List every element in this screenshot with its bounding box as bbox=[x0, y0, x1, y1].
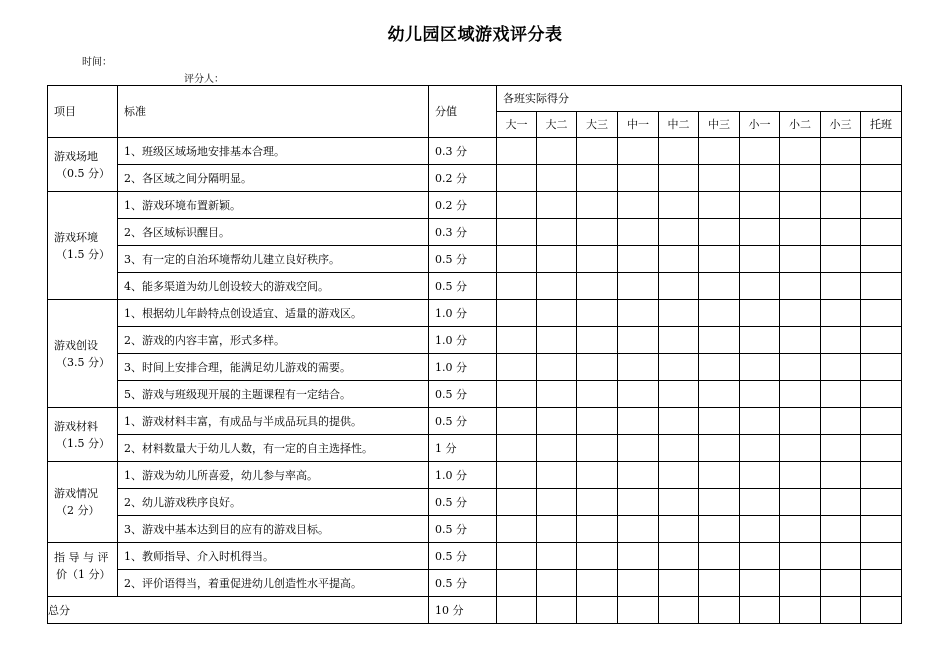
score-cell[interactable] bbox=[699, 300, 740, 327]
score-cell[interactable] bbox=[699, 489, 740, 516]
score-cell[interactable] bbox=[577, 165, 618, 192]
score-cell[interactable] bbox=[497, 462, 537, 489]
score-cell[interactable] bbox=[577, 219, 618, 246]
table-row bbox=[48, 570, 902, 597]
score-cell[interactable] bbox=[861, 138, 902, 165]
score-cell[interactable] bbox=[497, 570, 537, 597]
score-cell[interactable] bbox=[780, 354, 821, 381]
score-cell[interactable] bbox=[861, 516, 902, 543]
score-cell[interactable] bbox=[740, 381, 780, 408]
score-value: 0.5 分 bbox=[429, 489, 497, 516]
standard-text: 1、游戏环境布置新颖。 bbox=[118, 192, 429, 219]
score-cell[interactable] bbox=[497, 300, 537, 327]
score-cell[interactable] bbox=[861, 327, 902, 354]
table-row bbox=[48, 381, 902, 408]
score-cell[interactable] bbox=[780, 192, 821, 219]
table-row bbox=[48, 246, 902, 273]
score-cell[interactable] bbox=[659, 300, 699, 327]
score-cell[interactable] bbox=[699, 408, 740, 435]
score-cell[interactable] bbox=[740, 408, 780, 435]
score-cell[interactable] bbox=[780, 219, 821, 246]
score-value: 0.5 分 bbox=[429, 570, 497, 597]
standard-text: 2、游戏的内容丰富，形式多样。 bbox=[118, 327, 429, 354]
score-cell[interactable] bbox=[740, 246, 780, 273]
score-cell[interactable] bbox=[780, 165, 821, 192]
score-cell[interactable] bbox=[537, 300, 577, 327]
score-cell[interactable] bbox=[537, 192, 577, 219]
score-cell[interactable] bbox=[699, 192, 740, 219]
total-score-cell[interactable] bbox=[659, 597, 699, 624]
header-class-3: 中一 bbox=[618, 112, 659, 138]
standard-text: 4、能多渠道为幼儿创设较大的游戏空间。 bbox=[118, 273, 429, 300]
standard-text: 1、教师指导、介入时机得当。 bbox=[118, 543, 429, 570]
score-cell[interactable] bbox=[821, 138, 861, 165]
score-cell[interactable] bbox=[861, 435, 902, 462]
table-row bbox=[48, 516, 902, 543]
score-cell[interactable] bbox=[861, 381, 902, 408]
header-class-9: 托班 bbox=[861, 112, 902, 138]
score-cell[interactable] bbox=[618, 543, 659, 570]
score-cell[interactable] bbox=[821, 381, 861, 408]
score-cell[interactable] bbox=[618, 327, 659, 354]
score-cell[interactable] bbox=[780, 435, 821, 462]
table-row bbox=[48, 408, 902, 435]
score-cell[interactable] bbox=[537, 516, 577, 543]
page-title: 幼儿园区域游戏评分表 bbox=[387, 25, 563, 45]
header-class-2: 大三 bbox=[577, 112, 618, 138]
item-points: （3.5 分） bbox=[56, 355, 110, 369]
score-cell[interactable] bbox=[497, 138, 537, 165]
standard-text: 5、游戏与班级现开展的主题课程有一定结合。 bbox=[118, 381, 429, 408]
score-cell[interactable] bbox=[537, 408, 577, 435]
item-points: （2 分） bbox=[56, 504, 100, 517]
score-cell[interactable] bbox=[861, 192, 902, 219]
total-score-cell[interactable] bbox=[497, 597, 537, 624]
score-cell[interactable] bbox=[618, 219, 659, 246]
header-class-group: 各班实际得分 bbox=[497, 86, 902, 112]
table-row bbox=[48, 192, 902, 219]
score-cell[interactable] bbox=[577, 138, 618, 165]
score-cell[interactable] bbox=[659, 354, 699, 381]
score-cell[interactable] bbox=[780, 246, 821, 273]
score-cell[interactable] bbox=[821, 354, 861, 381]
score-cell[interactable] bbox=[618, 435, 659, 462]
item-name: 指 导 与 评 bbox=[54, 551, 109, 564]
score-cell[interactable] bbox=[659, 165, 699, 192]
total-score: 10 分 bbox=[429, 597, 497, 624]
item-label bbox=[48, 408, 118, 462]
score-cell[interactable] bbox=[699, 516, 740, 543]
score-cell[interactable] bbox=[577, 381, 618, 408]
score-table bbox=[47, 85, 902, 624]
item-label bbox=[48, 192, 118, 300]
score-cell[interactable] bbox=[861, 408, 902, 435]
score-cell[interactable] bbox=[497, 435, 537, 462]
score-cell[interactable] bbox=[537, 381, 577, 408]
header-class-8: 小三 bbox=[821, 112, 861, 138]
standard-text: 1、班级区域场地安排基本合理。 bbox=[118, 138, 429, 165]
header-class-7: 小二 bbox=[780, 112, 821, 138]
score-cell[interactable] bbox=[699, 543, 740, 570]
score-cell[interactable] bbox=[740, 354, 780, 381]
score-cell[interactable] bbox=[618, 300, 659, 327]
table-row bbox=[48, 273, 902, 300]
score-cell[interactable] bbox=[699, 273, 740, 300]
score-cell[interactable] bbox=[740, 435, 780, 462]
header-class-6: 小一 bbox=[740, 112, 780, 138]
total-score-cell[interactable] bbox=[577, 597, 618, 624]
score-cell[interactable] bbox=[618, 165, 659, 192]
score-value: 1.0 分 bbox=[429, 462, 497, 489]
score-cell[interactable] bbox=[537, 246, 577, 273]
score-cell[interactable] bbox=[821, 192, 861, 219]
header-class-1: 大二 bbox=[537, 112, 577, 138]
score-cell[interactable] bbox=[537, 435, 577, 462]
score-cell[interactable] bbox=[537, 219, 577, 246]
score-cell[interactable] bbox=[659, 570, 699, 597]
score-cell[interactable] bbox=[821, 489, 861, 516]
score-cell[interactable] bbox=[780, 138, 821, 165]
score-cell[interactable] bbox=[618, 381, 659, 408]
score-cell[interactable] bbox=[740, 327, 780, 354]
score-value: 0.5 分 bbox=[429, 408, 497, 435]
score-cell[interactable] bbox=[577, 246, 618, 273]
score-cell[interactable] bbox=[537, 327, 577, 354]
rater-label: 评分人： bbox=[184, 74, 224, 85]
total-score-cell[interactable] bbox=[618, 597, 659, 624]
score-cell[interactable] bbox=[577, 354, 618, 381]
total-score-cell[interactable] bbox=[861, 597, 902, 624]
score-cell[interactable] bbox=[618, 570, 659, 597]
score-cell[interactable] bbox=[497, 543, 537, 570]
score-cell[interactable] bbox=[861, 246, 902, 273]
score-cell[interactable] bbox=[659, 543, 699, 570]
score-value: 0.5 分 bbox=[429, 246, 497, 273]
standard-text: 3、游戏中基本达到目的应有的游戏目标。 bbox=[118, 516, 429, 543]
score-cell[interactable] bbox=[861, 219, 902, 246]
score-cell[interactable] bbox=[740, 570, 780, 597]
score-cell[interactable] bbox=[740, 273, 780, 300]
score-cell[interactable] bbox=[821, 570, 861, 597]
item-points: （1.5 分） bbox=[56, 436, 110, 450]
score-cell[interactable] bbox=[861, 543, 902, 570]
score-cell[interactable] bbox=[537, 570, 577, 597]
score-value: 0.2 分 bbox=[429, 192, 497, 219]
score-cell[interactable] bbox=[537, 165, 577, 192]
score-cell[interactable] bbox=[821, 165, 861, 192]
table-row bbox=[48, 165, 902, 192]
score-cell[interactable] bbox=[659, 219, 699, 246]
score-cell[interactable] bbox=[780, 516, 821, 543]
total-score-cell[interactable] bbox=[821, 597, 861, 624]
table-row bbox=[48, 435, 902, 462]
score-cell[interactable] bbox=[780, 462, 821, 489]
score-cell[interactable] bbox=[780, 570, 821, 597]
standard-text: 2、各区域之间分隔明显。 bbox=[118, 165, 429, 192]
score-cell[interactable] bbox=[740, 219, 780, 246]
score-cell[interactable] bbox=[740, 462, 780, 489]
standard-text: 1、游戏为幼儿所喜爱，幼儿参与率高。 bbox=[118, 462, 429, 489]
score-cell[interactable] bbox=[861, 300, 902, 327]
score-cell[interactable] bbox=[577, 462, 618, 489]
total-score-cell[interactable] bbox=[699, 597, 740, 624]
score-cell[interactable] bbox=[699, 246, 740, 273]
total-score-cell[interactable] bbox=[537, 597, 577, 624]
score-cell[interactable] bbox=[577, 300, 618, 327]
score-cell[interactable] bbox=[699, 354, 740, 381]
score-cell[interactable] bbox=[659, 381, 699, 408]
score-cell[interactable] bbox=[699, 462, 740, 489]
total-score-cell[interactable] bbox=[780, 597, 821, 624]
score-cell[interactable] bbox=[780, 300, 821, 327]
score-cell[interactable] bbox=[577, 273, 618, 300]
score-cell[interactable] bbox=[577, 543, 618, 570]
score-cell[interactable] bbox=[740, 165, 780, 192]
item-name: 游戏材料 bbox=[54, 419, 98, 433]
score-value: 0.5 分 bbox=[429, 381, 497, 408]
score-cell[interactable] bbox=[618, 462, 659, 489]
header-class-0: 大一 bbox=[497, 112, 537, 138]
total-score-cell[interactable] bbox=[740, 597, 780, 624]
score-cell[interactable] bbox=[497, 327, 537, 354]
score-cell[interactable] bbox=[618, 273, 659, 300]
score-value: 0.3 分 bbox=[429, 138, 497, 165]
score-cell[interactable] bbox=[821, 543, 861, 570]
score-cell[interactable] bbox=[537, 138, 577, 165]
score-value: 1 分 bbox=[429, 435, 497, 462]
score-cell[interactable] bbox=[821, 462, 861, 489]
score-cell[interactable] bbox=[821, 219, 861, 246]
score-cell[interactable] bbox=[497, 408, 537, 435]
standard-text: 3、有一定的自治环境帮幼儿建立良好秩序。 bbox=[118, 246, 429, 273]
score-cell[interactable] bbox=[497, 381, 537, 408]
score-cell[interactable] bbox=[861, 489, 902, 516]
item-points: 价（1 分） bbox=[56, 568, 111, 581]
score-value: 0.5 分 bbox=[429, 516, 497, 543]
score-cell[interactable] bbox=[861, 273, 902, 300]
item-name: 游戏环境 bbox=[54, 230, 98, 244]
table-row bbox=[48, 489, 902, 516]
standard-text: 2、幼儿游戏秩序良好。 bbox=[118, 489, 429, 516]
header-standard: 标准 bbox=[118, 86, 429, 138]
table-row bbox=[48, 354, 902, 381]
standard-text: 1、根据幼儿年龄特点创设适宜、适量的游戏区。 bbox=[118, 300, 429, 327]
score-cell[interactable] bbox=[780, 408, 821, 435]
score-cell[interactable] bbox=[618, 246, 659, 273]
score-cell[interactable] bbox=[497, 192, 537, 219]
score-cell[interactable] bbox=[740, 516, 780, 543]
score-cell[interactable] bbox=[659, 435, 699, 462]
item-label bbox=[48, 543, 118, 597]
score-cell[interactable] bbox=[659, 516, 699, 543]
score-cell[interactable] bbox=[577, 408, 618, 435]
table-row bbox=[48, 219, 902, 246]
item-name: 游戏情况 bbox=[54, 487, 98, 500]
score-cell[interactable] bbox=[497, 165, 537, 192]
score-cell[interactable] bbox=[497, 246, 537, 273]
score-cell[interactable] bbox=[537, 354, 577, 381]
score-cell[interactable] bbox=[537, 543, 577, 570]
total-label: 总分 bbox=[48, 597, 429, 624]
score-cell[interactable] bbox=[497, 489, 537, 516]
score-cell[interactable] bbox=[537, 489, 577, 516]
score-cell[interactable] bbox=[699, 435, 740, 462]
item-name: 游戏创设 bbox=[54, 338, 98, 352]
score-cell[interactable] bbox=[537, 462, 577, 489]
standard-text: 2、评价语得当，着重促进幼儿创造性水平提高。 bbox=[118, 570, 429, 597]
score-value: 1.0 分 bbox=[429, 354, 497, 381]
standard-text: 1、游戏材料丰富，有成品与半成品玩具的提供。 bbox=[118, 408, 429, 435]
score-cell[interactable] bbox=[821, 435, 861, 462]
item-points: （1.5 分） bbox=[56, 247, 110, 261]
score-cell[interactable] bbox=[699, 165, 740, 192]
score-cell[interactable] bbox=[659, 138, 699, 165]
table-row bbox=[48, 543, 902, 570]
standard-text: 2、材料数量大于幼儿人数，有一定的自主选择性。 bbox=[118, 435, 429, 462]
score-cell[interactable] bbox=[821, 408, 861, 435]
score-cell[interactable] bbox=[780, 381, 821, 408]
score-cell[interactable] bbox=[699, 219, 740, 246]
score-cell[interactable] bbox=[577, 516, 618, 543]
item-label bbox=[48, 300, 118, 408]
score-cell[interactable] bbox=[861, 570, 902, 597]
score-cell[interactable] bbox=[659, 462, 699, 489]
score-cell[interactable] bbox=[577, 570, 618, 597]
score-cell[interactable] bbox=[497, 273, 537, 300]
score-cell[interactable] bbox=[659, 246, 699, 273]
total-row bbox=[48, 597, 902, 624]
table-row bbox=[48, 462, 902, 489]
score-cell[interactable] bbox=[618, 192, 659, 219]
score-cell[interactable] bbox=[497, 219, 537, 246]
score-cell[interactable] bbox=[497, 354, 537, 381]
score-cell[interactable] bbox=[861, 165, 902, 192]
header-score: 分值 bbox=[429, 86, 497, 138]
item-points: （0.5 分） bbox=[56, 166, 110, 180]
score-cell[interactable] bbox=[821, 273, 861, 300]
score-cell[interactable] bbox=[821, 327, 861, 354]
score-cell[interactable] bbox=[780, 543, 821, 570]
score-cell[interactable] bbox=[618, 516, 659, 543]
score-cell[interactable] bbox=[699, 381, 740, 408]
score-cell[interactable] bbox=[618, 138, 659, 165]
score-cell[interactable] bbox=[577, 327, 618, 354]
score-cell[interactable] bbox=[659, 192, 699, 219]
score-cell[interactable] bbox=[821, 516, 861, 543]
header-class-4: 中二 bbox=[659, 112, 699, 138]
score-cell[interactable] bbox=[861, 462, 902, 489]
score-cell[interactable] bbox=[740, 489, 780, 516]
item-name: 游戏场地 bbox=[54, 149, 98, 163]
score-cell[interactable] bbox=[699, 570, 740, 597]
score-cell[interactable] bbox=[821, 246, 861, 273]
score-value: 0.5 分 bbox=[429, 273, 497, 300]
score-cell[interactable] bbox=[577, 489, 618, 516]
score-value: 0.2 分 bbox=[429, 165, 497, 192]
table-row bbox=[48, 327, 902, 354]
score-cell[interactable] bbox=[861, 354, 902, 381]
score-cell[interactable] bbox=[618, 354, 659, 381]
score-cell[interactable] bbox=[780, 273, 821, 300]
score-cell[interactable] bbox=[780, 327, 821, 354]
score-cell[interactable] bbox=[740, 543, 780, 570]
score-cell[interactable] bbox=[821, 300, 861, 327]
score-cell[interactable] bbox=[577, 435, 618, 462]
score-value: 1.0 分 bbox=[429, 300, 497, 327]
table-row bbox=[48, 138, 902, 165]
score-cell[interactable] bbox=[699, 327, 740, 354]
time-label: 时间： bbox=[82, 57, 112, 68]
score-cell[interactable] bbox=[780, 489, 821, 516]
standard-text: 2、各区域标识醒目。 bbox=[118, 219, 429, 246]
score-cell[interactable] bbox=[537, 273, 577, 300]
score-cell[interactable] bbox=[740, 138, 780, 165]
score-value: 0.3 分 bbox=[429, 219, 497, 246]
score-cell[interactable] bbox=[699, 138, 740, 165]
item-label bbox=[48, 462, 118, 543]
score-value: 1.0 分 bbox=[429, 327, 497, 354]
header-item: 项目 bbox=[48, 86, 118, 138]
header-class-5: 中三 bbox=[699, 112, 740, 138]
score-cell[interactable] bbox=[659, 489, 699, 516]
score-cell[interactable] bbox=[740, 300, 780, 327]
score-cell[interactable] bbox=[618, 408, 659, 435]
score-cell[interactable] bbox=[497, 516, 537, 543]
item-label bbox=[48, 138, 118, 192]
score-cell[interactable] bbox=[659, 408, 699, 435]
standard-text: 3、时间上安排合理，能满足幼儿游戏的需要。 bbox=[118, 354, 429, 381]
score-cell[interactable] bbox=[618, 489, 659, 516]
score-cell[interactable] bbox=[659, 327, 699, 354]
score-cell[interactable] bbox=[577, 192, 618, 219]
score-cell[interactable] bbox=[740, 192, 780, 219]
score-value: 0.5 分 bbox=[429, 543, 497, 570]
table-row bbox=[48, 300, 902, 327]
score-cell[interactable] bbox=[659, 273, 699, 300]
